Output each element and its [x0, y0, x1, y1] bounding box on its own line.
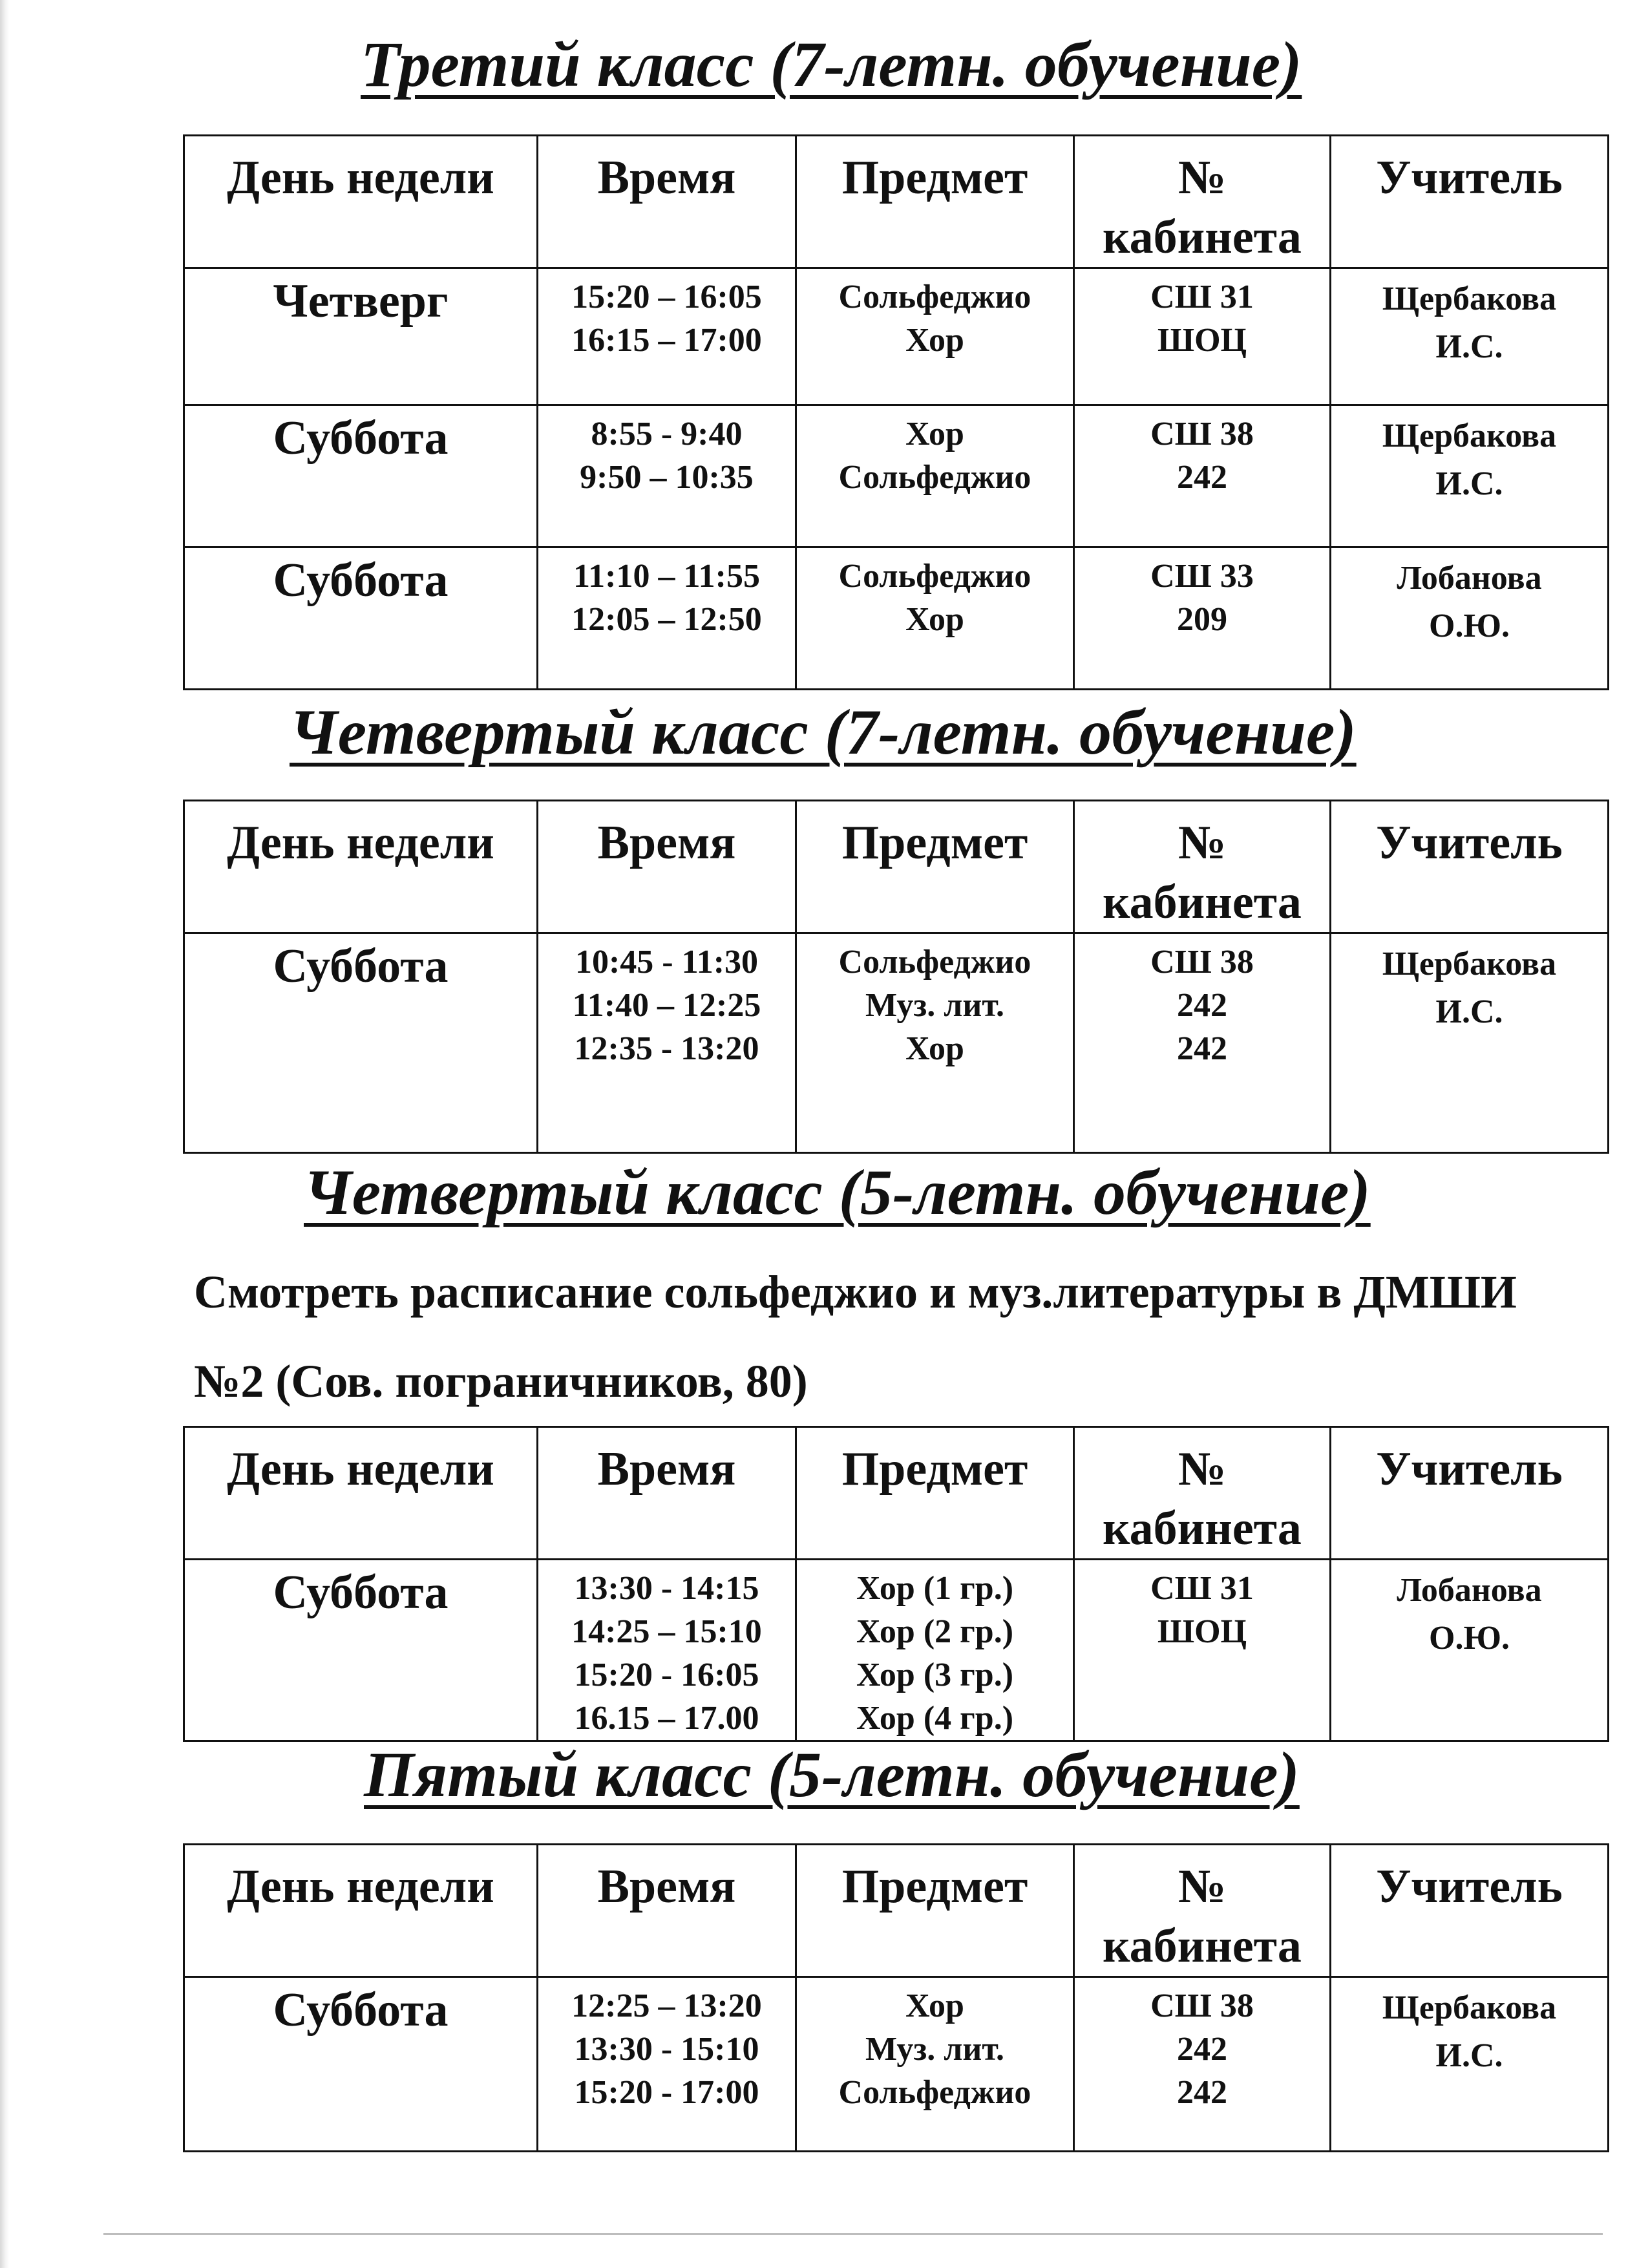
subject-cell — [796, 933, 1074, 1153]
teacher-name: Щербакова — [1382, 281, 1557, 317]
schedule-table-grade-4-7yr — [183, 800, 1609, 1154]
room-cell — [1074, 405, 1331, 547]
room-value: 242 — [1177, 1030, 1227, 1067]
teacher-initials: И.С. — [1435, 2037, 1503, 2074]
time-cell — [538, 268, 796, 405]
schedule-note: Смотреть расписание сольфеджио и муз.литературы в ДМШИ №2 (Сов. пограничников, 80) — [194, 1266, 1517, 1407]
teacher-initials: И.С. — [1435, 993, 1503, 1030]
section-title-grade-4-5yr: Четвертый класс (5-летн. обучение) — [304, 1156, 1371, 1228]
subject-cell — [796, 268, 1074, 405]
time-value: 15:20 - 16:05 — [574, 1657, 759, 1693]
subject-value: Сольфеджио — [838, 944, 1031, 980]
room-cell — [1074, 933, 1331, 1153]
header-subject: Предмет — [796, 1845, 1074, 1977]
room-value: СШ 38 — [1150, 944, 1254, 980]
day-cell: Суббота — [184, 547, 538, 690]
room-value: СШ 31 — [1150, 279, 1254, 315]
header-teacher: Учитель — [1331, 1427, 1609, 1560]
page-bottom-rule — [103, 2233, 1603, 2235]
teacher-name: Лобанова — [1397, 560, 1542, 597]
subject-cell — [796, 405, 1074, 547]
time-value: 13:30 - 15:10 — [574, 2031, 759, 2068]
table-row — [184, 547, 1609, 690]
time-cell — [538, 547, 796, 690]
time-cell — [538, 1560, 796, 1741]
subject-value: Сольфеджио — [838, 279, 1031, 315]
room-value: ШОЦ — [1157, 1613, 1247, 1650]
schedule-table-grade-5-5yr — [183, 1843, 1609, 2152]
time-value: 16:15 – 17:00 — [571, 322, 762, 359]
subject-value: Сольфеджио — [838, 2074, 1031, 2111]
scan-edge — [0, 0, 9, 2268]
header-room-line1: № — [1178, 1860, 1227, 1913]
day-cell: Суббота — [184, 933, 538, 1153]
room-value: 209 — [1177, 601, 1227, 638]
header-time: Время — [538, 136, 796, 268]
room-cell — [1074, 268, 1331, 405]
header-room-line1: № — [1178, 151, 1227, 204]
header-time: Время — [538, 1427, 796, 1560]
teacher-cell — [1331, 933, 1609, 1153]
time-value: 12:05 – 12:50 — [571, 601, 762, 638]
header-day: День недели — [184, 1845, 538, 1977]
header-room-line2: кабинета — [1103, 1502, 1302, 1555]
room-value: СШ 38 — [1150, 416, 1254, 452]
subject-cell — [796, 1977, 1074, 2152]
subject-cell — [796, 1560, 1074, 1741]
header-subject: Предмет — [796, 136, 1074, 268]
time-value: 8:55 - 9:40 — [591, 416, 743, 452]
subject-value: Сольфеджио — [838, 558, 1031, 595]
header-room-line2: кабинета — [1103, 876, 1302, 929]
time-value: 9:50 – 10:35 — [580, 459, 754, 496]
time-value: 10:45 - 11:30 — [575, 944, 759, 980]
header-time: Время — [538, 801, 796, 933]
day-cell: Четверг — [184, 268, 538, 405]
room-value: 242 — [1177, 2031, 1227, 2068]
subject-value: Хор — [905, 322, 964, 359]
subject-value: Хор — [905, 1030, 964, 1067]
table-header-row — [184, 1845, 1609, 1977]
time-value: 12:25 – 13:20 — [571, 1987, 762, 2024]
room-cell — [1074, 1560, 1331, 1741]
teacher-initials: О.Ю. — [1429, 608, 1510, 644]
header-teacher: Учитель — [1331, 801, 1609, 933]
time-cell — [538, 405, 796, 547]
header-room — [1074, 136, 1331, 268]
table-header-row — [184, 801, 1609, 933]
header-room-line2: кабинета — [1103, 1920, 1302, 1973]
time-value: 11:10 – 11:55 — [573, 558, 760, 595]
subject-value: Хор (1 гр.) — [856, 1570, 1014, 1607]
time-value: 12:35 - 13:20 — [574, 1030, 759, 1067]
room-cell — [1074, 1977, 1331, 2152]
time-cell — [538, 1977, 796, 2152]
section-title-grade-3-7yr: Третий класс (7-летн. обучение) — [361, 28, 1302, 100]
table-header-row — [184, 1427, 1609, 1560]
teacher-cell — [1331, 547, 1609, 690]
header-day: День недели — [184, 1427, 538, 1560]
time-value: 16.15 – 17.00 — [574, 1700, 759, 1737]
header-room — [1074, 1427, 1331, 1560]
subject-value: Хор — [905, 601, 964, 638]
header-day: День недели — [184, 801, 538, 933]
schedule-table-grade-4-5yr — [183, 1426, 1609, 1742]
day-cell: Суббота — [184, 1977, 538, 2152]
subject-value: Сольфеджио — [838, 459, 1031, 496]
room-value: СШ 38 — [1150, 1987, 1254, 2024]
header-subject: Предмет — [796, 1427, 1074, 1560]
subject-cell — [796, 547, 1074, 690]
subject-value: Хор — [905, 1987, 964, 2024]
header-subject: Предмет — [796, 801, 1074, 933]
header-day: День недели — [184, 136, 538, 268]
teacher-name: Лобанова — [1397, 1572, 1542, 1609]
header-room — [1074, 801, 1331, 933]
header-room-line2: кабинета — [1103, 211, 1302, 264]
day-cell: Суббота — [184, 405, 538, 547]
table-row — [184, 1560, 1609, 1741]
table-row — [184, 268, 1609, 405]
subject-value: Хор (2 гр.) — [856, 1613, 1014, 1650]
time-cell — [538, 933, 796, 1153]
room-value: 242 — [1177, 987, 1227, 1024]
table-row — [184, 933, 1609, 1153]
room-value: СШ 33 — [1150, 558, 1254, 595]
time-value: 15:20 - 17:00 — [574, 2074, 759, 2111]
header-room — [1074, 1845, 1331, 1977]
teacher-cell — [1331, 405, 1609, 547]
room-value: 242 — [1177, 459, 1227, 496]
teacher-cell — [1331, 268, 1609, 405]
teacher-name: Щербакова — [1382, 418, 1557, 454]
teacher-initials: И.С. — [1435, 328, 1503, 365]
subject-value: Хор (3 гр.) — [856, 1657, 1014, 1693]
teacher-cell — [1331, 1977, 1609, 2152]
table-row — [184, 1977, 1609, 2152]
table-row — [184, 405, 1609, 547]
room-value: 242 — [1177, 2074, 1227, 2111]
header-time: Время — [538, 1845, 796, 1977]
teacher-initials: О.Ю. — [1429, 1620, 1510, 1657]
teacher-name: Щербакова — [1382, 946, 1557, 982]
subject-value: Муз. лит. — [865, 2031, 1005, 2068]
time-value: 14:25 – 15:10 — [571, 1613, 762, 1650]
schedule-table-grade-3-7yr — [183, 134, 1609, 690]
time-value: 15:20 – 16:05 — [571, 279, 762, 315]
section-title-grade-4-7yr: Четвертый класс (7-летн. обучение) — [290, 696, 1357, 768]
room-value: ШОЦ — [1157, 322, 1247, 359]
subject-value: Хор — [905, 416, 964, 452]
header-room-line1: № — [1178, 816, 1227, 869]
subject-value: Хор (4 гр.) — [856, 1700, 1014, 1737]
room-cell — [1074, 547, 1331, 690]
table-header-row — [184, 136, 1609, 268]
teacher-initials: И.С. — [1435, 465, 1503, 502]
subject-value: Муз. лит. — [865, 987, 1005, 1024]
header-teacher: Учитель — [1331, 1845, 1609, 1977]
section-title-grade-5-5yr: Пятый класс (5-летн. обучение) — [364, 1739, 1300, 1810]
room-value: СШ 31 — [1150, 1570, 1254, 1607]
teacher-name: Щербакова — [1382, 1989, 1557, 2026]
header-room-line1: № — [1178, 1443, 1227, 1496]
teacher-cell — [1331, 1560, 1609, 1741]
day-cell: Суббота — [184, 1560, 538, 1741]
time-value: 11:40 – 12:25 — [572, 987, 761, 1024]
header-teacher: Учитель — [1331, 136, 1609, 268]
time-value: 13:30 - 14:15 — [574, 1570, 759, 1607]
